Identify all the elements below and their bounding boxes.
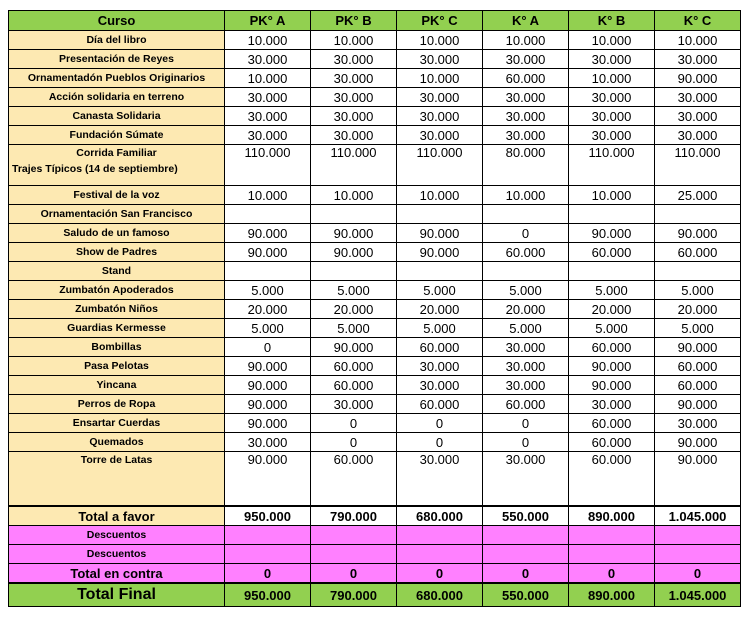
row-label [9,186,225,205]
row-value: 0 [397,433,483,452]
row-value: 30.000 [483,338,569,357]
row-label [9,433,225,452]
table-row [9,338,741,357]
row-value [483,262,569,281]
row-value: 10.000 [483,186,569,205]
row-value: 60.000 [397,395,483,414]
row-value: 60.000 [569,243,655,262]
row-value: 30.000 [569,395,655,414]
descuentos-value [397,526,483,545]
row-value: 5.000 [225,319,311,338]
row-label-text: Quemados [89,436,144,448]
row-value: 90.000 [397,224,483,243]
row-value: 60.000 [311,452,397,507]
total-favor-value: 680.000 [397,506,483,526]
row-label [9,126,225,145]
total-contra-row [9,564,741,584]
row-value: 90.000 [569,376,655,395]
descuentos-value [569,526,655,545]
total-favor-value: 890.000 [569,506,655,526]
total-final-value: 680.000 [397,583,483,607]
row-label-text: Zumbatón Apoderados [59,284,174,296]
row-value: 30.000 [311,50,397,69]
header-k-b: K° B [569,11,655,31]
header-pk-c: PK° C [397,11,483,31]
total-contra-value: 0 [655,564,741,584]
row-value: 5.000 [483,281,569,300]
table-row [9,433,741,452]
row-label-text: Yincana [96,379,137,391]
row-label-text-2: Trajes Típicos (14 de septiembre) [12,163,178,175]
row-label [9,88,225,107]
row-label-text: Torre de Latas [80,454,153,466]
total-favor-row [9,506,741,526]
row-value: 90.000 [311,338,397,357]
row-value: 30.000 [483,357,569,376]
header-curso: Curso [9,11,225,31]
row-value: 10.000 [569,31,655,50]
row-value: 30.000 [225,107,311,126]
row-label [9,395,225,414]
row-value: 20.000 [311,300,397,319]
descuentos-row [9,526,741,545]
row-value: 30.000 [569,88,655,107]
activities-cost-table [8,10,741,607]
table-row [9,88,741,107]
row-value: 110.000 [311,145,397,186]
total-final-value: 790.000 [311,583,397,607]
row-value [397,262,483,281]
descuentos-value [397,545,483,564]
row-value: 10.000 [397,31,483,50]
row-value: 30.000 [397,357,483,376]
row-label-text: Ensartar Cuerdas [72,417,161,429]
row-value: 25.000 [655,186,741,205]
row-value: 10.000 [311,31,397,50]
row-label-text: Acción solidaria en terreno [48,91,185,103]
row-label-text: Festival de la voz [73,189,160,201]
row-value: 5.000 [397,281,483,300]
descuentos-value [483,526,569,545]
row-label [9,300,225,319]
total-final-label: Total Final [9,583,225,607]
row-label-text: Canasta Solidaria [72,110,161,122]
row-value: 30.000 [569,50,655,69]
row-label [9,338,225,357]
total-contra-value: 0 [483,564,569,584]
row-value: 30.000 [311,395,397,414]
row-value: 10.000 [569,69,655,88]
row-value: 0 [483,224,569,243]
row-value: 20.000 [569,300,655,319]
row-label-text: Saludo de un famoso [63,227,170,239]
row-value: 30.000 [225,50,311,69]
row-value: 60.000 [655,243,741,262]
table-row [9,281,741,300]
row-value: 30.000 [655,414,741,433]
row-value: 30.000 [655,126,741,145]
table-row [9,376,741,395]
row-value [569,262,655,281]
row-value: 10.000 [311,186,397,205]
descuentos-value [655,526,741,545]
row-label-text: Bombillas [91,341,142,353]
row-label [9,145,225,186]
row-value: 10.000 [569,186,655,205]
table-row [9,452,741,507]
row-label [9,31,225,50]
row-value: 110.000 [655,145,741,186]
row-value [397,205,483,224]
total-favor-label: Total a favor [9,506,225,526]
total-favor-value: 950.000 [225,506,311,526]
table-row [9,224,741,243]
total-final-value: 550.000 [483,583,569,607]
row-label [9,224,225,243]
row-value: 90.000 [225,452,311,507]
table-row [9,205,741,224]
row-value: 10.000 [225,69,311,88]
row-value: 30.000 [483,452,569,507]
descuentos-value [655,545,741,564]
row-value: 30.000 [225,126,311,145]
descuentos-row [9,545,741,564]
row-value: 30.000 [311,107,397,126]
row-value: 30.000 [655,107,741,126]
row-value: 0 [311,433,397,452]
descuentos-value [225,526,311,545]
total-contra-value: 0 [225,564,311,584]
total-contra-value: 0 [569,564,655,584]
row-value: 30.000 [397,452,483,507]
table-row [9,357,741,376]
row-value: 60.000 [483,243,569,262]
row-value: 30.000 [225,433,311,452]
row-value: 60.000 [483,69,569,88]
total-contra-label: Total en contra [9,564,225,584]
row-value: 5.000 [397,319,483,338]
table-row [9,319,741,338]
row-value: 90.000 [225,376,311,395]
table-row [9,262,741,281]
row-label [9,281,225,300]
row-value: 60.000 [311,357,397,376]
row-value [655,205,741,224]
row-label [9,69,225,88]
row-value [311,205,397,224]
row-value: 90.000 [225,395,311,414]
table-row [9,126,741,145]
row-value: 90.000 [225,357,311,376]
row-label [9,414,225,433]
table-row [9,50,741,69]
header-pk-a: PK° A [225,11,311,31]
row-value: 30.000 [483,50,569,69]
descuentos-label: Descuentos [9,545,225,564]
row-value: 20.000 [655,300,741,319]
row-value [311,262,397,281]
row-value [225,205,311,224]
row-label-text: Día del libro [86,34,147,46]
row-value: 60.000 [397,338,483,357]
row-value: 5.000 [569,281,655,300]
row-value: 30.000 [397,126,483,145]
row-value [655,262,741,281]
row-label-text: Presentación de Reyes [59,53,174,65]
row-value: 30.000 [311,126,397,145]
row-label-text: Fundación Súmate [69,129,164,141]
row-value: 20.000 [225,300,311,319]
total-favor-value: 550.000 [483,506,569,526]
row-value: 90.000 [397,243,483,262]
row-value: 90.000 [655,452,741,507]
table-row [9,145,741,186]
row-value: 30.000 [483,376,569,395]
row-value: 0 [483,414,569,433]
row-label-text: Guardias Kermesse [67,322,166,334]
row-value: 5.000 [311,319,397,338]
header-k-a: K° A [483,11,569,31]
row-value: 0 [483,433,569,452]
total-final-row [9,583,741,607]
row-label-text: Ornamentadón Pueblos Originarios [27,72,206,84]
table-row [9,300,741,319]
row-label-text: Show de Padres [75,246,158,258]
row-value: 5.000 [655,281,741,300]
row-value: 0 [311,414,397,433]
descuentos-value [225,545,311,564]
row-value: 60.000 [655,357,741,376]
row-value: 60.000 [569,414,655,433]
row-value: 10.000 [397,186,483,205]
row-value: 90.000 [225,414,311,433]
row-value: 60.000 [655,376,741,395]
table-row [9,186,741,205]
total-final-value: 1.045.000 [655,583,741,607]
row-label-text: Ornamentación San Francisco [40,208,193,220]
row-value: 60.000 [483,395,569,414]
row-value: 10.000 [397,69,483,88]
row-label-text: Zumbatón Niños [75,303,158,315]
row-value: 30.000 [483,107,569,126]
row-label [9,205,225,224]
row-value: 20.000 [483,300,569,319]
row-value: 90.000 [311,224,397,243]
descuentos-value [483,545,569,564]
row-value: 30.000 [397,376,483,395]
row-value: 5.000 [311,281,397,300]
table-row [9,31,741,50]
row-value [569,205,655,224]
table-row [9,414,741,433]
descuentos-value [311,526,397,545]
row-value: 90.000 [225,224,311,243]
row-value: 30.000 [397,107,483,126]
table-row [9,107,741,126]
total-contra-value: 0 [397,564,483,584]
row-value: 10.000 [225,31,311,50]
descuentos-value [311,545,397,564]
row-label [9,50,225,69]
row-value: 90.000 [569,357,655,376]
table-row [9,395,741,414]
total-final-value: 890.000 [569,583,655,607]
row-value: 60.000 [569,338,655,357]
row-label-text: Perros de Ropa [77,398,156,410]
row-value: 110.000 [225,145,311,186]
row-value: 30.000 [483,126,569,145]
row-value: 5.000 [483,319,569,338]
row-value: 0 [225,338,311,357]
row-label [9,319,225,338]
row-value: 30.000 [311,88,397,107]
row-value: 110.000 [569,145,655,186]
table-row [9,243,741,262]
row-value: 10.000 [483,31,569,50]
row-value: 90.000 [655,338,741,357]
row-label [9,107,225,126]
header-k-c: K° C [655,11,741,31]
row-value: 30.000 [655,50,741,69]
row-value: 90.000 [655,224,741,243]
row-value: 90.000 [311,243,397,262]
row-label [9,357,225,376]
row-label-text: Stand [101,265,132,277]
row-value [483,205,569,224]
row-label [9,452,225,507]
row-value: 10.000 [655,31,741,50]
row-value: 60.000 [569,452,655,507]
row-value: 90.000 [225,243,311,262]
row-value: 110.000 [397,145,483,186]
row-value: 30.000 [311,69,397,88]
row-label-text: Pasa Pelotas [84,360,149,372]
row-value: 30.000 [225,88,311,107]
row-label [9,243,225,262]
header-row [9,11,741,31]
row-value: 30.000 [655,88,741,107]
row-value: 60.000 [569,433,655,452]
row-value: 90.000 [655,69,741,88]
total-favor-value: 1.045.000 [655,506,741,526]
row-label-text: Corrida Familiar [76,147,157,159]
row-value: 0 [397,414,483,433]
row-value [225,262,311,281]
header-pk-b: PK° B [311,11,397,31]
row-label [9,376,225,395]
row-value: 30.000 [483,88,569,107]
row-value: 10.000 [225,186,311,205]
row-value: 30.000 [569,126,655,145]
row-value: 30.000 [569,107,655,126]
descuentos-label: Descuentos [9,526,225,545]
row-value: 30.000 [397,88,483,107]
row-value: 5.000 [569,319,655,338]
row-value: 90.000 [655,433,741,452]
row-value: 5.000 [225,281,311,300]
row-value: 5.000 [655,319,741,338]
descuentos-value [569,545,655,564]
row-value: 20.000 [397,300,483,319]
total-contra-value: 0 [311,564,397,584]
row-value: 60.000 [311,376,397,395]
row-label [9,262,225,281]
row-value: 30.000 [397,50,483,69]
total-favor-value: 790.000 [311,506,397,526]
row-value: 90.000 [655,395,741,414]
total-final-value: 950.000 [225,583,311,607]
row-value: 80.000 [483,145,569,186]
row-value: 90.000 [569,224,655,243]
table-row [9,69,741,88]
